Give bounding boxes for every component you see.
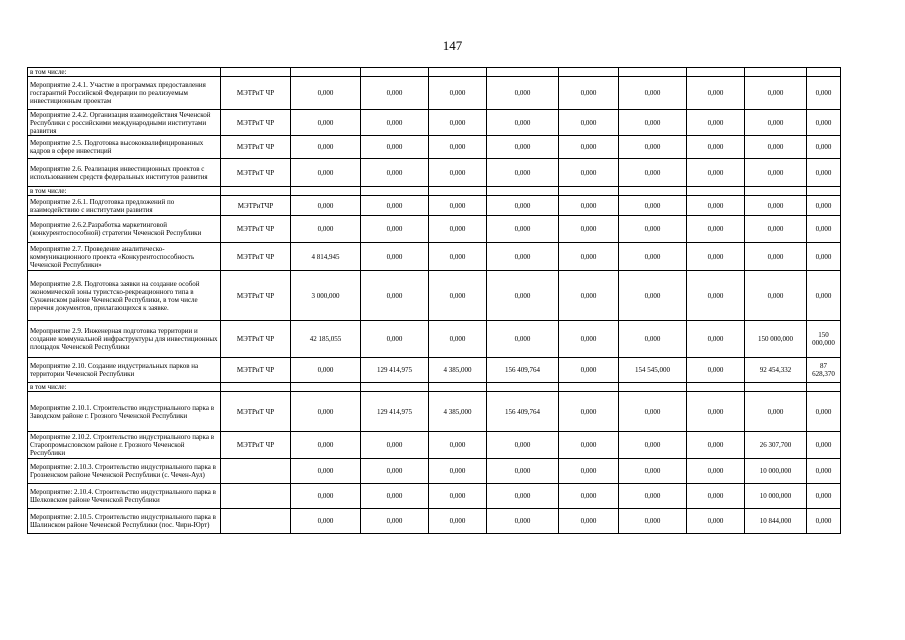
value-cell: 0,000 [745,136,807,159]
value-cell: 0,000 [745,243,807,271]
empty-cell [429,68,487,77]
value-cell: 0,000 [687,321,745,358]
empty-cell [687,68,745,77]
value-cell: 0,000 [291,459,361,484]
value-cell: 0,000 [807,136,841,159]
page-number: 147 [442,38,463,53]
value-cell: 0,000 [559,77,619,110]
value-cell: 0,000 [559,392,619,432]
value-cell: 0,000 [429,216,487,243]
executor-cell [221,459,291,484]
value-cell: 0,000 [807,509,841,534]
empty-cell [745,68,807,77]
table-row [28,271,841,321]
empty-cell [619,383,687,392]
value-cell: 0,000 [429,459,487,484]
value-cell: 0,000 [291,196,361,216]
value-cell: 0,000 [807,243,841,271]
value-cell: 0,000 [619,77,687,110]
value-cell: 156 409,764 [487,392,559,432]
table-row [28,321,841,358]
value-cell: 0,000 [291,159,361,187]
activity-description: Мероприятие 2.9. Инженерная подготовка территории и создание коммунальной инфраструктуры для инвестиционных площадок Чеченской Республики [28,321,221,358]
table-row [28,484,841,509]
empty-cell [619,187,687,196]
value-cell: 0,000 [807,459,841,484]
value-cell: 0,000 [429,484,487,509]
value-cell: 0,000 [487,196,559,216]
value-cell: 0,000 [487,110,559,136]
value-cell: 0,000 [361,196,429,216]
value-cell: 0,000 [429,110,487,136]
value-cell: 0,000 [487,159,559,187]
table-row [28,459,841,484]
value-cell: 0,000 [687,159,745,187]
empty-cell [361,187,429,196]
value-cell: 0,000 [291,432,361,459]
value-cell: 0,000 [361,271,429,321]
activity-description: Мероприятие 2.7. Проведение аналитическо-коммуникационного проекта «Конкурентоспособность Чеченской Республики» [28,243,221,271]
table-row [28,509,841,534]
activity-description: Мероприятие: 2.10.4. Строительство индустриального парка в Шелковском районе Чеченской Республики [28,484,221,509]
empty-cell [429,383,487,392]
table-row [28,159,841,187]
executor-cell: МЭТРиТ ЧР [221,110,291,136]
value-cell: 0,000 [487,136,559,159]
value-cell: 0,000 [745,77,807,110]
value-cell: 0,000 [361,136,429,159]
empty-cell [291,383,361,392]
table-row [28,432,841,459]
value-cell: 129 414,975 [361,358,429,383]
value-cell: 0,000 [619,136,687,159]
value-cell: 0,000 [619,110,687,136]
executor-cell: МЭТРиТ ЧР [221,432,291,459]
executor-cell: МЭТРиТ ЧР [221,243,291,271]
value-cell: 0,000 [687,484,745,509]
value-cell: 0,000 [619,216,687,243]
value-cell: 0,000 [361,321,429,358]
value-cell: 0,000 [361,432,429,459]
value-cell: 0,000 [361,243,429,271]
value-cell: 0,000 [429,77,487,110]
value-cell: 0,000 [487,271,559,321]
activity-description: Мероприятие 2.4.2. Организация взаимодействия Чеченской Республики с российскими международными институтами развития [28,110,221,136]
value-cell: 0,000 [559,159,619,187]
value-cell: 0,000 [687,432,745,459]
empty-cell [807,383,841,392]
value-cell: 4 814,945 [291,243,361,271]
empty-cell [745,187,807,196]
empty-cell [291,187,361,196]
executor-cell: МЭТРиТ ЧР [221,321,291,358]
value-cell: 0,000 [429,432,487,459]
value-cell: 0,000 [291,392,361,432]
activity-description: Мероприятие: 2.10.3. Строительство индустриального парка в Грозненском районе Чеченской Республики (с. Чечен-Аул) [28,459,221,484]
value-cell: 0,000 [291,484,361,509]
activity-description: Мероприятие 2.10. Создание индустриальных парков на территории Чеченской Республики [28,358,221,383]
value-cell: 150 000,000 [745,321,807,358]
empty-cell [687,383,745,392]
value-cell: 0,000 [429,321,487,358]
empty-cell [559,187,619,196]
table-row [28,136,841,159]
value-cell: 0,000 [487,243,559,271]
empty-cell [429,187,487,196]
value-cell: 0,000 [429,136,487,159]
value-cell: 0,000 [807,392,841,432]
value-cell: 0,000 [487,432,559,459]
value-cell: 0,000 [429,196,487,216]
value-cell: 0,000 [619,484,687,509]
value-cell: 0,000 [807,432,841,459]
value-cell: 0,000 [619,243,687,271]
value-cell: 0,000 [291,216,361,243]
executor-cell: МЭТРиТ ЧР [221,358,291,383]
value-cell: 0,000 [487,321,559,358]
subheading-row [28,68,841,77]
value-cell: 0,000 [361,216,429,243]
subheading-cell: в том числе: [28,383,221,392]
value-cell: 0,000 [429,243,487,271]
value-cell: 0,000 [807,110,841,136]
subheading-row [28,187,841,196]
value-cell: 0,000 [559,271,619,321]
value-cell: 0,000 [291,358,361,383]
value-cell: 0,000 [745,159,807,187]
value-cell: 156 409,764 [487,358,559,383]
table-row [28,110,841,136]
value-cell: 0,000 [429,159,487,187]
value-cell: 0,000 [361,77,429,110]
table-row [28,77,841,110]
activity-description: Мероприятие: 2.10.5. Строительство индустриального парка в Шалинском районе Чеченской Республики (пос. Чири-Юрт) [28,509,221,534]
value-cell: 42 185,055 [291,321,361,358]
activity-description: Мероприятие 2.6.2.Разработка маркетинговой (конкурентоспособной) стратегии Чеченской Республики [28,216,221,243]
activity-description: Мероприятие 2.5. Подготовка высококвалифицированных кадров в сфере инвестиций [28,136,221,159]
empty-cell [559,383,619,392]
value-cell: 0,000 [487,484,559,509]
value-cell: 10 000,000 [745,459,807,484]
value-cell: 0,000 [687,358,745,383]
value-cell: 0,000 [619,159,687,187]
value-cell: 0,000 [807,484,841,509]
value-cell: 0,000 [559,110,619,136]
activity-description: Мероприятие 2.8. Подготовка заявки на создание особой экономической зоны туристско-рекреационного типа в Сунженском районе Чеченской Республики, в том числе перечня документов, прилагающихся к заявке. [28,271,221,321]
empty-cell [487,68,559,77]
value-cell: 0,000 [745,110,807,136]
value-cell: 0,000 [487,77,559,110]
value-cell: 0,000 [291,110,361,136]
value-cell: 0,000 [559,509,619,534]
value-cell: 0,000 [807,77,841,110]
value-cell: 0,000 [429,509,487,534]
value-cell: 0,000 [291,77,361,110]
table-row [28,196,841,216]
empty-cell [687,187,745,196]
empty-cell [619,68,687,77]
empty-cell [221,68,291,77]
value-cell: 154 545,000 [619,358,687,383]
activity-description: Мероприятие 2.10.2. Строительство индустриального парка в Старопромысловском районе г. Грозного Чеченской Республики [28,432,221,459]
value-cell: 0,000 [745,196,807,216]
subheading-cell: в том числе: [28,68,221,77]
value-cell: 0,000 [687,216,745,243]
value-cell: 4 385,000 [429,392,487,432]
value-cell: 0,000 [487,509,559,534]
subheading-cell: в том числе: [28,187,221,196]
table-row [28,243,841,271]
value-cell: 0,000 [619,321,687,358]
value-cell: 0,000 [361,484,429,509]
value-cell: 0,000 [745,392,807,432]
value-cell: 0,000 [807,216,841,243]
value-cell: 0,000 [807,159,841,187]
table-row [28,392,841,432]
value-cell: 0,000 [619,392,687,432]
executor-cell: МЭТРиТ ЧР [221,216,291,243]
activity-description: Мероприятие 2.6. Реализация инвестиционных проектов с использованием средств федеральных институтов развития [28,159,221,187]
value-cell: 0,000 [559,216,619,243]
executor-cell [221,509,291,534]
value-cell: 0,000 [487,459,559,484]
value-cell: 0,000 [619,196,687,216]
empty-cell [291,68,361,77]
value-cell: 4 385,000 [429,358,487,383]
value-cell: 0,000 [619,459,687,484]
value-cell: 0,000 [291,509,361,534]
value-cell: 0,000 [559,136,619,159]
executor-cell: МЭТРиТ ЧР [221,159,291,187]
value-cell: 0,000 [559,358,619,383]
value-cell: 0,000 [687,271,745,321]
value-cell: 0,000 [619,509,687,534]
value-cell: 0,000 [619,271,687,321]
executor-cell: МЭТРиТ ЧР [221,392,291,432]
value-cell: 0,000 [687,243,745,271]
value-cell: 0,000 [559,459,619,484]
value-cell: 0,000 [687,196,745,216]
value-cell: 10 844,000 [745,509,807,534]
value-cell: 0,000 [361,509,429,534]
activity-description: Мероприятие 2.6.1. Подготовка предложений по взаимодействию с институтами развития [28,196,221,216]
executor-cell [221,484,291,509]
value-cell: 0,000 [559,243,619,271]
value-cell: 0,000 [361,110,429,136]
executor-cell: МЭТРиТ ЧР [221,271,291,321]
value-cell: 0,000 [619,432,687,459]
value-cell: 0,000 [687,459,745,484]
value-cell: 92 454,332 [745,358,807,383]
funding-table [27,67,841,534]
value-cell: 0,000 [687,136,745,159]
value-cell: 0,000 [429,271,487,321]
value-cell: 0,000 [687,77,745,110]
value-cell: 0,000 [559,321,619,358]
executor-cell: МЭТРиТ ЧР [221,77,291,110]
empty-cell [807,187,841,196]
activity-description: Мероприятие 2.4.1. Участие в программах предоставления госгарантий Российской Федерации по реализуемым инвестиционным проектам [28,77,221,110]
value-cell: 0,000 [807,271,841,321]
value-cell: 0,000 [361,159,429,187]
value-cell: 0,000 [291,136,361,159]
activity-description: Мероприятие 2.10.1. Строительство индустриального парка в Заводском районе г. Грозного Чеченской Республики [28,392,221,432]
value-cell: 3 000,000 [291,271,361,321]
empty-cell [487,187,559,196]
empty-cell [487,383,559,392]
value-cell: 0,000 [687,509,745,534]
empty-cell [559,68,619,77]
value-cell: 150 000,000 [807,321,841,358]
value-cell: 129 414,975 [361,392,429,432]
value-cell: 0,000 [361,459,429,484]
value-cell: 0,000 [687,110,745,136]
value-cell: 0,000 [487,216,559,243]
value-cell: 0,000 [687,392,745,432]
empty-cell [807,68,841,77]
value-cell: 0,000 [559,484,619,509]
value-cell: 0,000 [559,196,619,216]
value-cell: 0,000 [745,271,807,321]
empty-cell [221,383,291,392]
empty-cell [221,187,291,196]
table-row [28,358,841,383]
empty-cell [745,383,807,392]
subheading-row [28,383,841,392]
value-cell: 10 000,000 [745,484,807,509]
table-row [28,216,841,243]
empty-cell [361,383,429,392]
executor-cell: МЭТРиТЧР [221,196,291,216]
value-cell: 26 307,700 [745,432,807,459]
value-cell: 0,000 [559,432,619,459]
empty-cell [361,68,429,77]
executor-cell: МЭТРиТ ЧР [221,136,291,159]
value-cell: 87 628,370 [807,358,841,383]
value-cell: 0,000 [745,216,807,243]
value-cell: 0,000 [807,196,841,216]
